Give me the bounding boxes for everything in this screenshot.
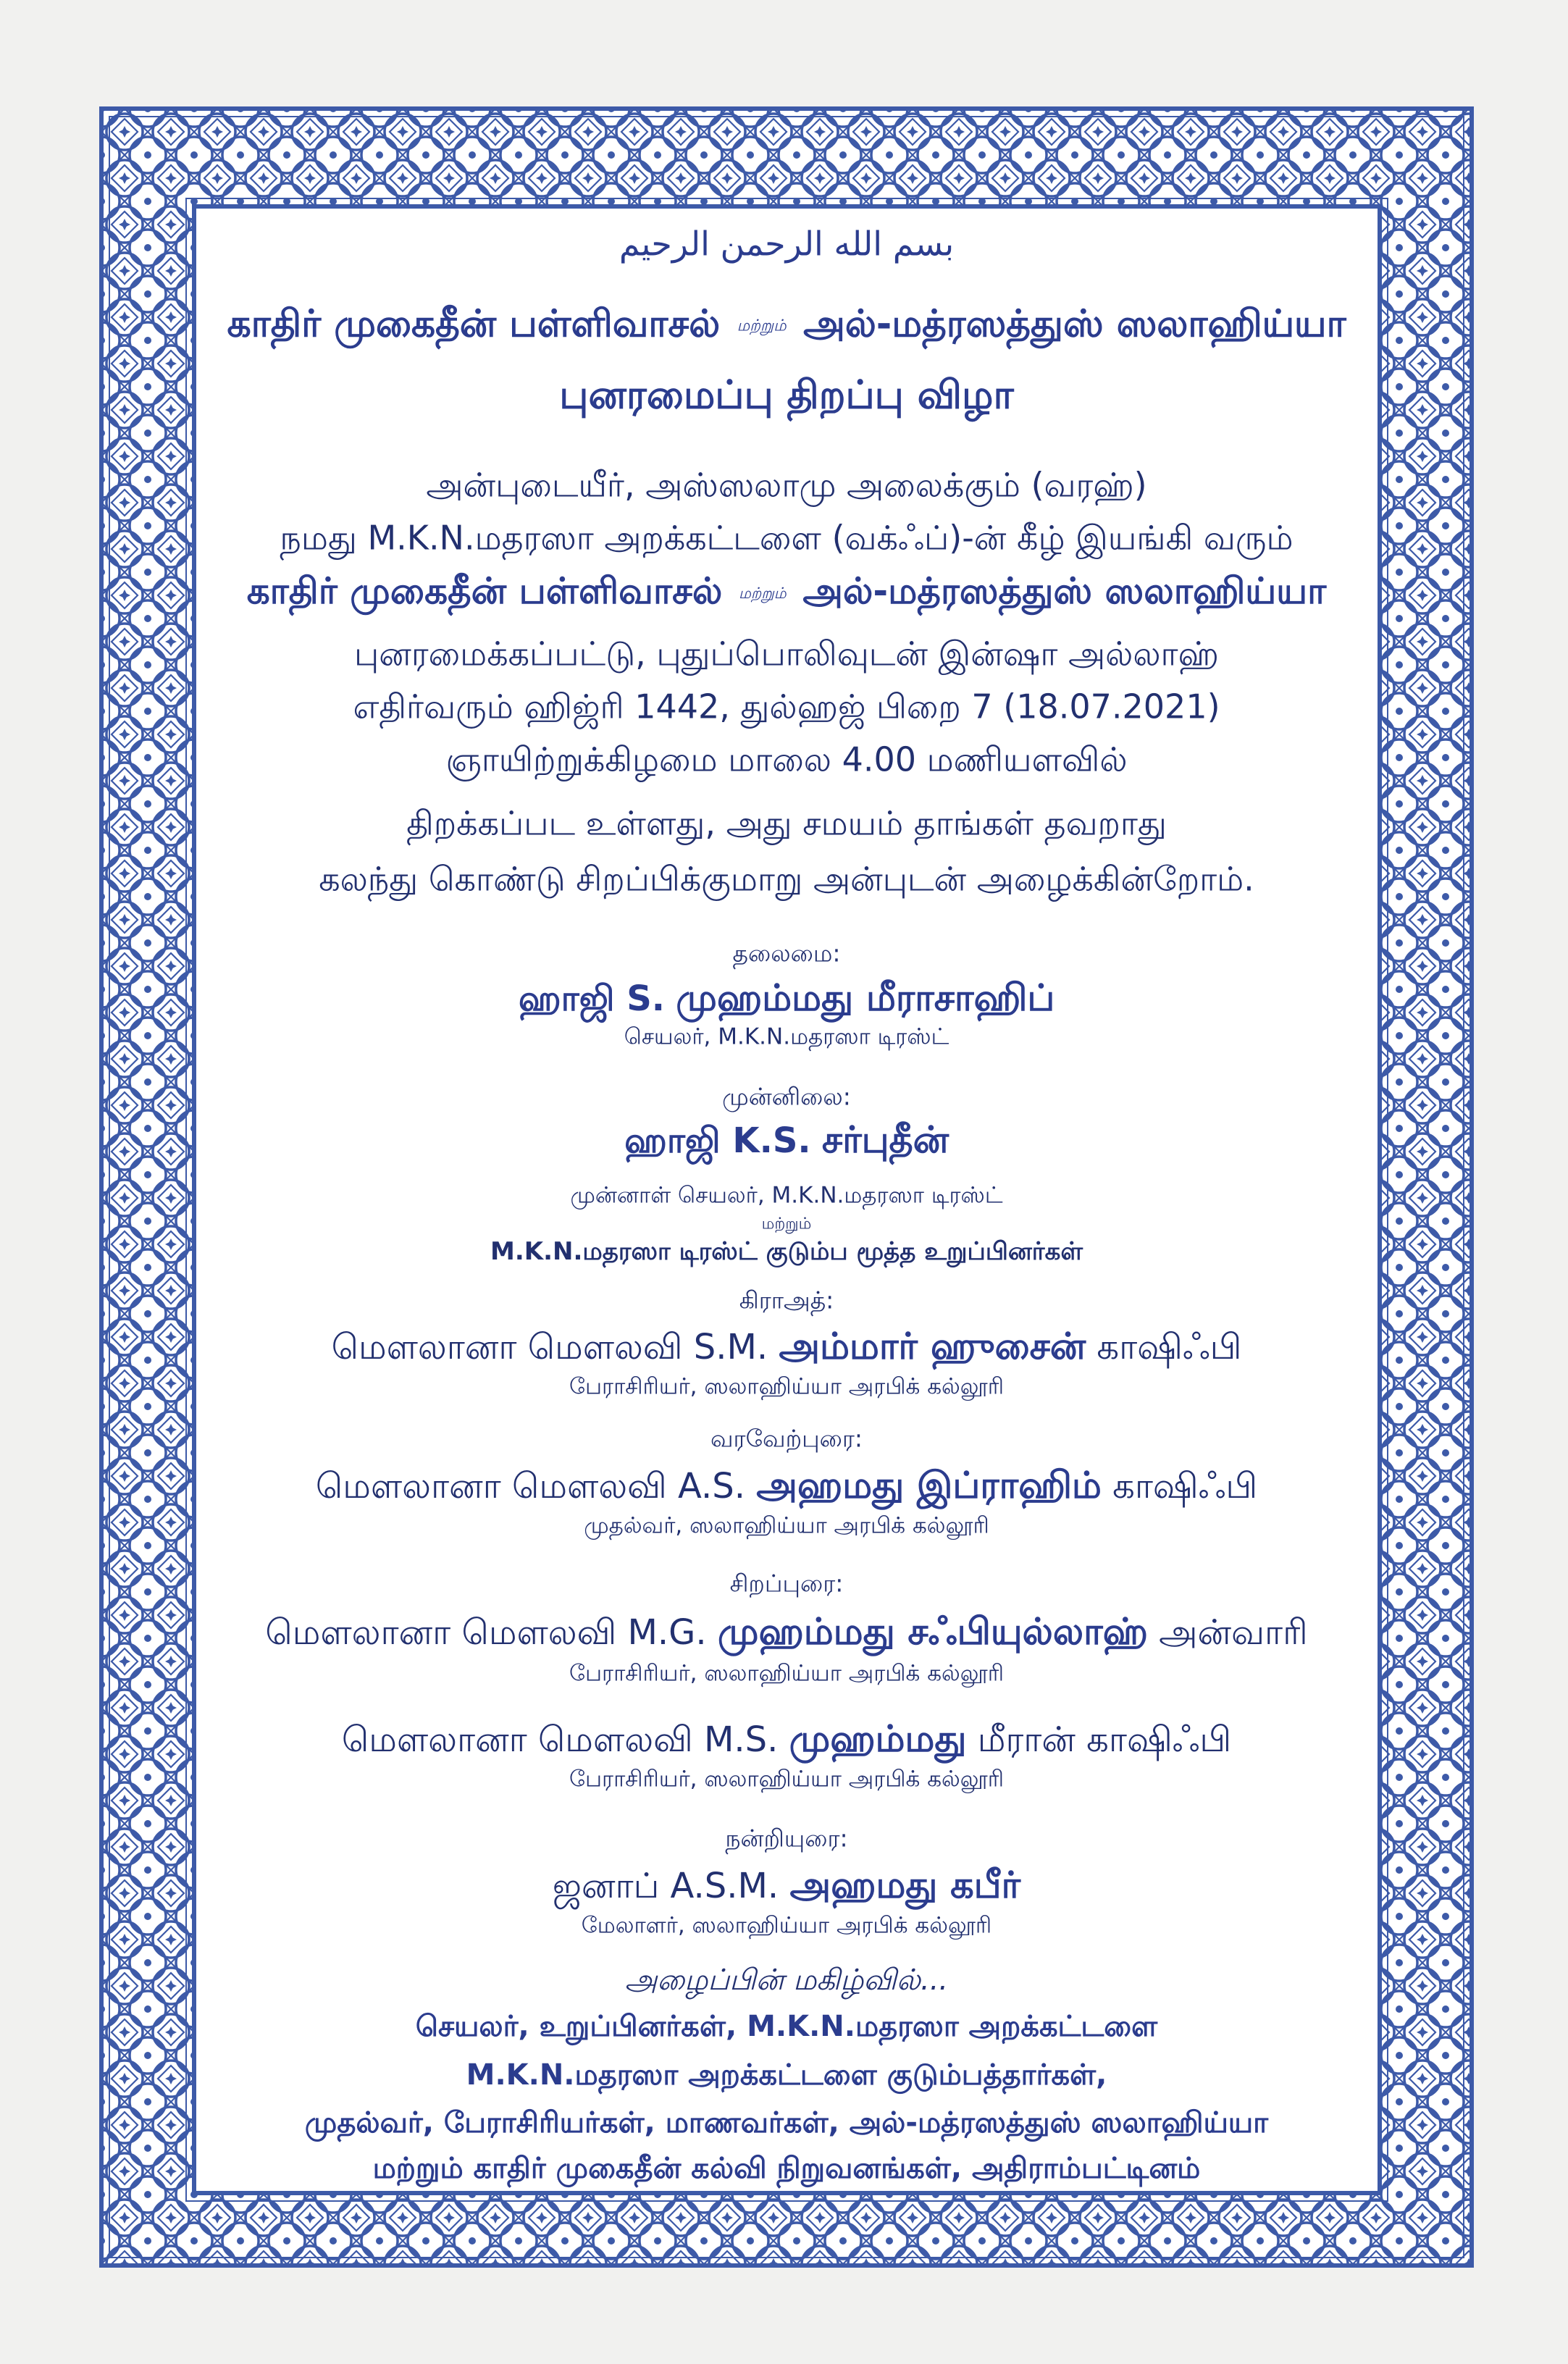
highlight-madrasa: அல்-மத்ரஸத்துஸ் ஸலாஹிய்யா — [802, 569, 1327, 612]
greeting: அன்புடையீர், அஸ்ஸலாமு அலைக்கும் (வரஹ்) — [426, 465, 1147, 505]
program-name — [204, 1323, 1369, 1370]
name-main: முஹம்மது — [789, 1717, 967, 1761]
program-conjunction: மற்றும் — [761, 1215, 812, 1233]
name-suffix: மீரான் காஷிஃபி — [977, 1719, 1232, 1761]
closing-line: செயலர், உறுப்பினர்கள், M.K.N.மதரஸா அறக்கட்டளை — [415, 2010, 1158, 2043]
name-main: அஹமது கபீர் — [789, 1864, 1021, 1907]
name-prefix: மௌலானா மௌலவி M.S. — [341, 1719, 779, 1761]
body-line-7: திறக்கப்பட உள்ளது, அது சமயம் தாங்கள் தவறாது — [406, 803, 1167, 843]
name-prefix: ஹாஜி K.S. — [624, 1120, 811, 1162]
name-prefix: மௌலானா மௌலவி M.G. — [265, 1612, 707, 1653]
name-main: முஹம்மது மீராசாஹிப் — [676, 976, 1055, 1020]
body-line-8: கலந்து கொண்டு சிறப்பிக்குமாறு அன்புடன் அழைக்கின்றோம். — [319, 859, 1254, 899]
name-main: அஹமது இப்ராஹிம் — [756, 1464, 1102, 1507]
name-prefix: மௌலானா மௌலவி S.M. — [331, 1327, 768, 1368]
program-name — [204, 1609, 1369, 1655]
title-line-2: புனரமைப்பு திறப்பு விழா — [559, 372, 1014, 418]
title-line-1 — [204, 301, 1369, 348]
title-mosque: காதிர் முகைதீன் பள்ளிவாசல் — [227, 302, 721, 346]
title-madrasa: அல்-மத்ரஸத்துஸ் ஸலாஹிய்யா — [803, 302, 1346, 346]
program-designation: பேராசிரியர், ஸலாஹிய்யா அரபிக் கல்லூரி — [569, 1373, 1005, 1400]
program-name — [204, 1862, 1369, 1908]
highlight-mosque: காதிர் முகைதீன் பள்ளிவாசல் — [246, 569, 723, 612]
program-name — [204, 1117, 1369, 1163]
closing-lead: அழைப்பின் மகிழ்வில்... — [624, 1963, 949, 1997]
name-suffix: அன்வாரி — [1159, 1612, 1308, 1653]
program-designation: செயலர், M.K.N.மதரஸா டிரஸ்ட் — [624, 1023, 949, 1050]
program-name — [204, 1462, 1369, 1509]
program-role: தலைமை: — [732, 939, 841, 968]
name-prefix: மௌலானா மௌலவி A.S. — [315, 1466, 745, 1507]
body-highlight — [204, 569, 1369, 614]
program-extra-line: M.K.N.மதரஸா டிரஸ்ட் குடும்ப மூத்த உறுப்பினர்கள் — [490, 1236, 1083, 1266]
program-name — [204, 975, 1369, 1021]
name-suffix: காஷிஃபி — [1097, 1327, 1242, 1368]
body-time-line: ஞாயிற்றுக்கிழமை மாலை 4.00 மணியளவில் — [445, 739, 1128, 779]
program-designation: முன்னாள் செயலர், M.K.N.மதரஸா டிரஸ்ட் — [570, 1182, 1003, 1209]
closing-line: முதல்வர், பேராசிரியர்கள், மாணவர்கள், அல்-மத்ரஸத்துஸ் ஸலாஹிய்யா — [304, 2106, 1269, 2139]
program-designation: பேராசிரியர், ஸலாஹிய்யா அரபிக் கல்லூரி — [569, 1766, 1005, 1793]
body-line-4: புனரமைக்கப்பட்டு, புதுப்பொலிவுடன் இன்ஷா அல்லாஹ் — [354, 634, 1219, 674]
name-main: முஹம்மது சஃபியுல்லாஹ் — [717, 1610, 1148, 1653]
program-role: நன்றியுரை: — [725, 1824, 848, 1853]
program-designation: மேலாளர், ஸலாஹிய்யா அரபிக் கல்லூரி — [581, 1912, 992, 1939]
program-role: முன்னிலை: — [722, 1082, 851, 1111]
program-name — [204, 1716, 1369, 1762]
program-designation: பேராசிரியர், ஸலாஹிய்யா அரபிக் கல்லூரி — [569, 1660, 1005, 1687]
bismillah-calligraphy: بسم الله الرحمن الرحيم — [619, 224, 955, 264]
name-main: சர்புதீன் — [821, 1118, 949, 1162]
highlight-conjunction: மற்றும் — [739, 584, 787, 603]
name-prefix: ஜனாப் A.S.M. — [552, 1866, 779, 1907]
program-role: வரவேற்புரை: — [710, 1424, 863, 1453]
body-date-line: எதிர்வரும் ஹிஜ்ரி 1442, துல்ஹஜ் பிறை 7 (18.07.2021) — [353, 687, 1220, 726]
name-main: அம்மார் ஹுசைன் — [779, 1325, 1086, 1368]
title-conjunction: மற்றும் — [737, 317, 787, 335]
name-prefix: ஹாஜி S. — [518, 978, 665, 1020]
closing-line: M.K.N.மதரஸா அறக்கட்டளை குடும்பத்தார்கள், — [466, 2058, 1107, 2092]
program-role: சிறப்புரை: — [729, 1569, 844, 1598]
closing-line: மற்றும் காதிர் முகைதீன் கல்வி நிறுவனங்கள், அதிராம்பட்டினம் — [372, 2152, 1201, 2185]
name-suffix: காஷிஃபி — [1112, 1466, 1258, 1507]
body-line-2: நமது M.K.N.மதரஸா அறக்கட்டளை (வக்ஃப்)-ன் கீழ் இயங்கி வரும் — [280, 518, 1294, 558]
program-role: கிராஅத்: — [739, 1286, 834, 1315]
program-designation: முதல்வர், ஸலாஹிய்யா அரபிக் கல்லூரி — [584, 1512, 989, 1539]
